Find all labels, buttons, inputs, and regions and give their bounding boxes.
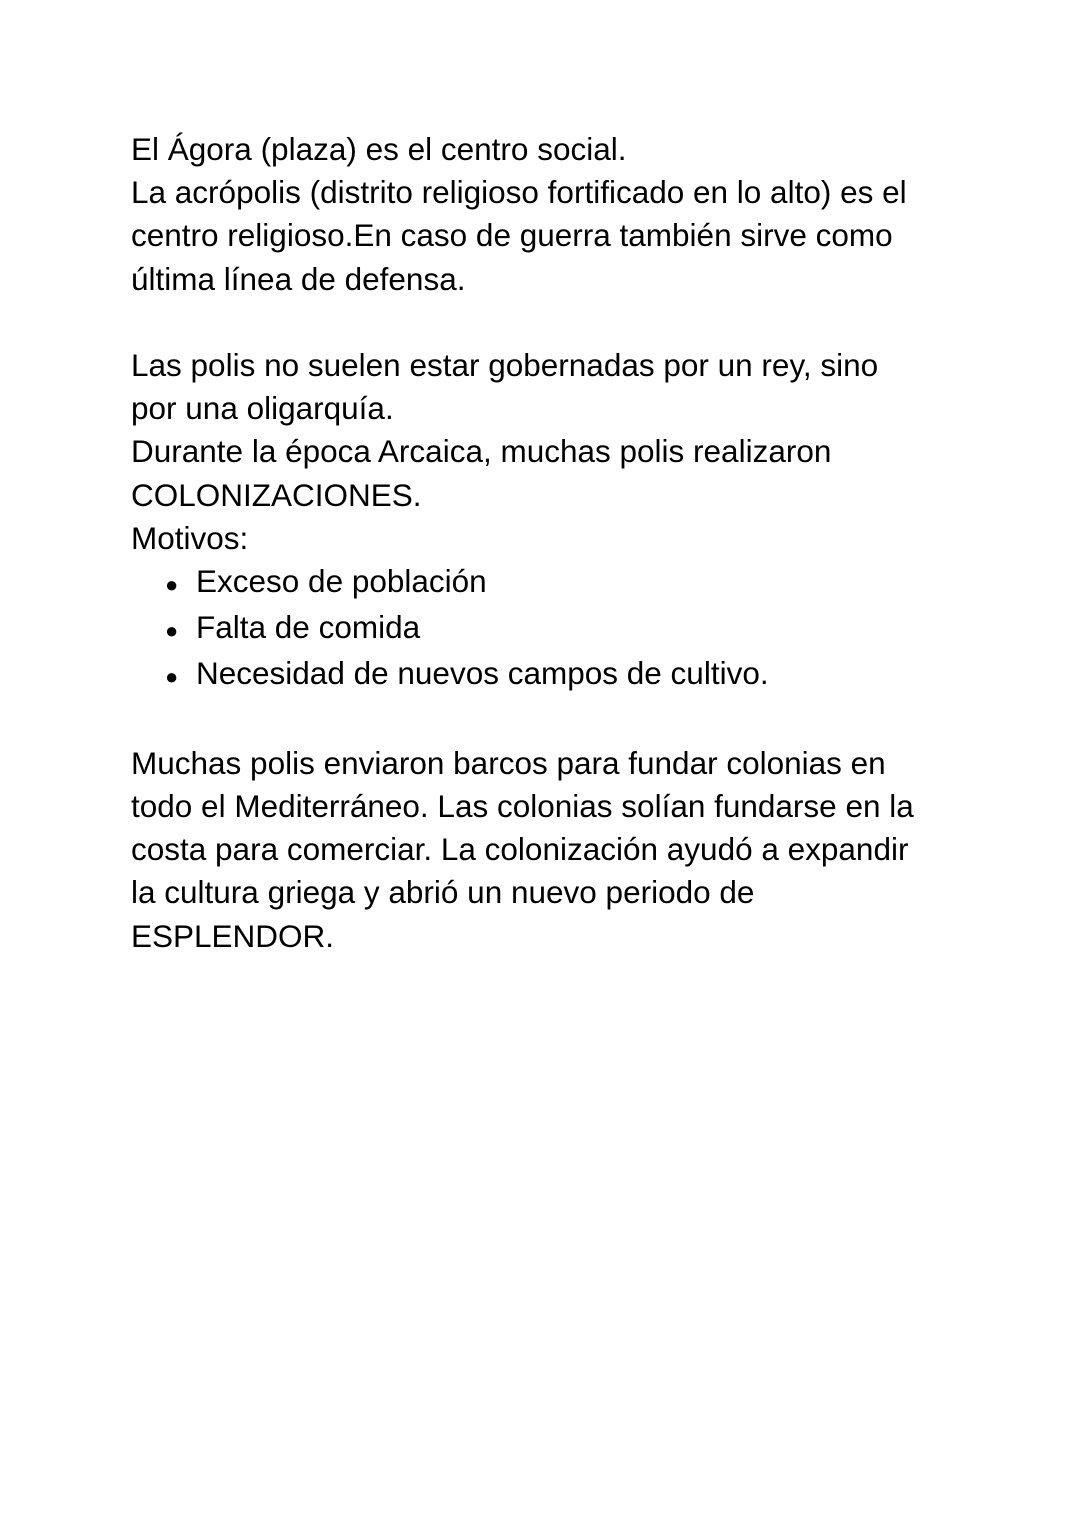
- list-item: [131, 606, 991, 652]
- list-item-text: Necesidad de nuevos campos de cultivo.: [196, 655, 769, 692]
- text-line: centro religioso.En caso de guerra también sirve como: [131, 217, 893, 254]
- paragraph-polis-colonizaciones: [131, 344, 991, 560]
- text-line: todo el Mediterráneo. Las colonias solían fundarse en la: [131, 788, 914, 825]
- text-line: Durante la época Arcaica, muchas polis realizaron: [131, 433, 832, 470]
- text-line: ESPLENDOR.: [131, 917, 335, 954]
- list-item: [131, 560, 991, 606]
- text-line: costa para comerciar. La colonización ayudó a expandir: [131, 831, 909, 868]
- list-item-text: Falta de comida: [196, 609, 421, 646]
- text-line: La acrópolis (distrito religioso fortificado en lo alto) es el: [131, 174, 907, 211]
- bullet-icon: ●: [165, 572, 179, 598]
- blank-line: [131, 301, 991, 344]
- text-line: Muchas polis enviaron barcos para fundar colonias en: [131, 744, 886, 781]
- motivos-list: [131, 560, 991, 699]
- text-line: la cultura griega y abrió un nuevo periodo de: [131, 874, 755, 911]
- list-item-text: Exceso de población: [196, 563, 487, 600]
- paragraph-agora-acropolis: [131, 128, 991, 301]
- blank-line: [131, 699, 991, 742]
- list-item: [131, 652, 991, 698]
- text-line: Las polis no suelen estar gobernadas por un rey, sino: [131, 347, 879, 383]
- document-page: [131, 128, 991, 958]
- bullet-icon: ●: [165, 664, 179, 690]
- text-line: El Ágora (plaza) es el centro social.: [131, 131, 627, 167]
- text-line: última línea de defensa.: [131, 260, 466, 297]
- paragraph-colonias: [131, 742, 991, 958]
- text-line: por una oligarquía.: [131, 390, 394, 427]
- bullet-icon: ●: [165, 618, 179, 644]
- text-line: COLONIZACIONES.: [131, 476, 422, 513]
- text-line: Motivos:: [131, 519, 249, 556]
